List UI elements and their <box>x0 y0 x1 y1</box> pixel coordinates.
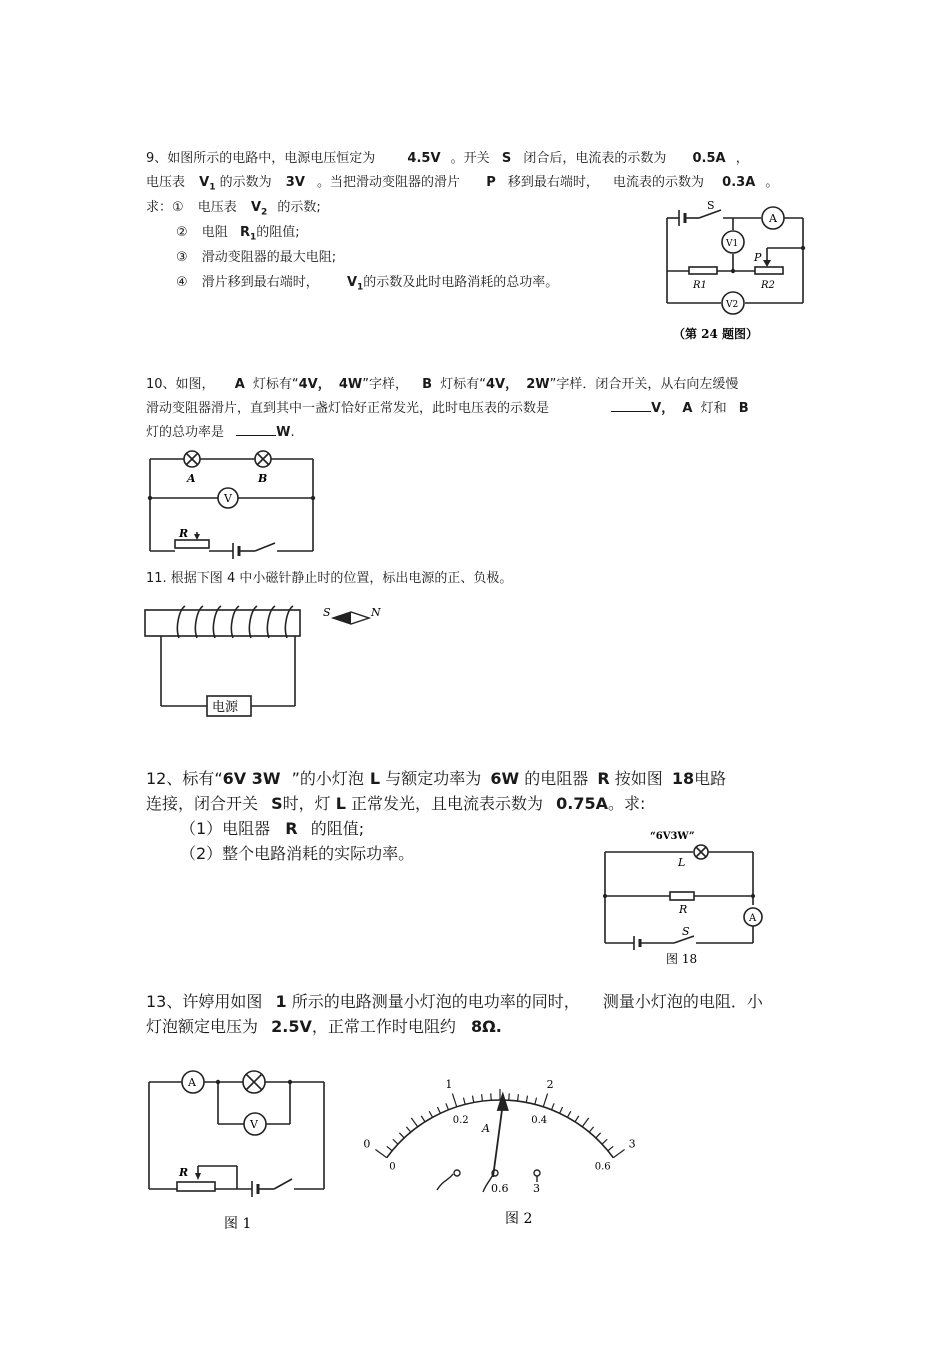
dial-tick <box>429 1111 432 1117</box>
dial-tick <box>613 1149 624 1157</box>
q12-fig-lamp-label: L <box>678 856 686 869</box>
q9-line2: 电压表 $V_1$ 的示数为 3V 。当把滑动变阻器的滑片 P 移到最右端时， 电流表的示数为 0.3A 。 <box>146 175 779 193</box>
q9-fig-v2-label: V2 <box>726 300 739 310</box>
q10-circuit-diagram <box>145 448 320 558</box>
q11-text: 11. 根据下图 4 中小磁针静止时的位置，标出电源的正、负极。 <box>146 571 513 586</box>
dial-inner-label: 0.6 <box>594 1161 611 1173</box>
q13-fig1-ammeter-label: A <box>188 1076 196 1089</box>
q10-fig-lamp-b-label: B <box>258 472 268 485</box>
q9-circuit-diagram <box>655 198 815 343</box>
dial-outer-label: 1 <box>445 1078 453 1092</box>
dial-pointer <box>493 1104 503 1177</box>
q11-solenoid-diagram <box>145 598 390 728</box>
dial-tick <box>560 1107 563 1113</box>
dial-tick <box>452 1094 456 1107</box>
dial-tick <box>437 1107 440 1113</box>
q13-fig1-caption: 图 1 <box>224 1216 252 1232</box>
q13-fig2-caption: 图 2 <box>505 1211 533 1227</box>
dial-tick <box>411 1118 417 1127</box>
dial-tick <box>526 1096 527 1103</box>
dial-tick <box>482 1094 483 1101</box>
q10-fig-r-label: R <box>179 527 189 540</box>
q11-needle-n-label: N <box>371 606 381 619</box>
dial-tick <box>575 1116 579 1122</box>
q12-line3: （1）电阻器 R 的阻值; <box>180 819 365 838</box>
q13-ammeter-dial-diagram <box>365 1040 635 1230</box>
dial-tick <box>375 1149 386 1157</box>
dial-inner-label: 0 <box>389 1161 396 1173</box>
q9-fig-v1-label: V1 <box>726 239 739 249</box>
q9-fig-caption: （第 24 题图） <box>673 327 759 341</box>
q12-fig-lamp-rating: “6V3W” <box>650 831 695 842</box>
dial-tick <box>567 1111 570 1117</box>
q11-power-source-label: 电源 <box>212 700 239 715</box>
dial-tick <box>421 1116 425 1122</box>
q10-power-blank <box>236 435 276 436</box>
dial-outer-label: 0 <box>363 1137 371 1151</box>
dial-outer-label: 3 <box>628 1137 636 1151</box>
q10-line3: 灯的总功率是 W. <box>146 425 295 440</box>
dial-tick <box>602 1139 607 1144</box>
q12-fig-caption: 图 18 <box>666 952 698 966</box>
dial-pointer-head <box>498 1094 508 1110</box>
q12-fig-resistor-label: R <box>679 903 688 916</box>
q13-fig2-terminal-3: 3 <box>533 1182 540 1195</box>
dial-tick <box>518 1094 519 1101</box>
q13-line1: 13、许婷用如图 1 所示的电路测量小灯泡的电功率的同时， 测量小灯泡的电阻．小 <box>146 992 763 1011</box>
q12-fig-ammeter-label: A <box>749 913 757 924</box>
q9-line5: ③ 滑动变阻器的最大电阻; <box>176 250 337 265</box>
dial-tick <box>582 1118 588 1127</box>
q10-voltage-blank <box>611 411 651 412</box>
q12-fig-switch-label: S <box>682 925 690 938</box>
dial-tick <box>552 1103 555 1110</box>
q9-fig-p-label: P <box>754 251 762 264</box>
q13-fig1-voltmeter-label: V <box>250 1118 258 1131</box>
dial-tick <box>463 1098 465 1105</box>
q13-fig1-r-label: R <box>179 1166 189 1179</box>
q9-fig-r1-label: R1 <box>693 280 707 291</box>
dial-tick <box>446 1103 449 1110</box>
dial-tick <box>589 1127 593 1132</box>
q9-line1: 9、如图所示的电路中，电源电压恒定为 4.5V 。开关 S 闭合后，电流表的示数为 0.5A ， <box>146 151 749 166</box>
q12-circuit-diagram <box>598 825 768 970</box>
dial-tick <box>387 1146 392 1150</box>
dial-tick <box>393 1139 398 1144</box>
dial-tick <box>608 1146 613 1150</box>
dial-tick <box>535 1098 537 1105</box>
q9-line6: ④ 滑片移到最右端时， $V_1$的示数及此时电路消耗的总功率。 <box>176 275 559 293</box>
dial-unit-label: A <box>482 1122 490 1135</box>
dial-tick <box>399 1133 404 1138</box>
q10-line2: 滑动变阻器滑片，直到其中一盏灯恰好正常发光，此时电压表的示数是 V， A 灯和 B <box>146 401 749 416</box>
dial-tick <box>406 1127 410 1132</box>
q12-line2: 连接，闭合开关 S时，灯 L 正常发光，且电流表示数为 0.75A。求: <box>146 794 646 813</box>
q10-fig-voltmeter-label: V <box>224 492 232 505</box>
dial-inner-label: 0.4 <box>531 1115 548 1127</box>
dial-inner-label: 0.2 <box>452 1115 469 1127</box>
q9-line3: 求：① 电压表 $V_2$ 的示数; <box>146 200 321 218</box>
q9-fig-ammeter-label: A <box>769 212 777 225</box>
q10-fig-lamp-a-label: A <box>187 472 196 485</box>
dial-tick <box>543 1094 547 1107</box>
q9-fig-r2-label: R2 <box>761 280 775 291</box>
dial-tick <box>596 1133 601 1138</box>
q9-fig-switch-label: S <box>707 199 715 212</box>
q10-line1: 10、如图， A 灯标有“4V， 4W”字样， B 灯标有“4V， 2W”字样．闭合开关，从右向左缓慢 <box>146 377 739 392</box>
q13-line2: 灯泡额定电压为 2.5V，正常工作时电阻约 8Ω. <box>146 1017 502 1036</box>
q13-fig2-terminal-06: 0.6 <box>491 1182 509 1195</box>
q12-line4: （2）整个电路消耗的实际功率。 <box>180 844 415 863</box>
q11-needle-s-label: S <box>323 606 331 619</box>
q9-line4: ② 电阻 $R_1$的阻值; <box>176 225 300 243</box>
q12-line1: 12、标有“6V 3W ”的小灯泡 L 与额定功率为 6W 的电阻器 R 按如图 18电路 <box>146 769 727 788</box>
dial-outer-label: 2 <box>546 1078 554 1092</box>
q13-circuit-diagram <box>142 1068 332 1248</box>
dial-tick <box>472 1096 473 1103</box>
